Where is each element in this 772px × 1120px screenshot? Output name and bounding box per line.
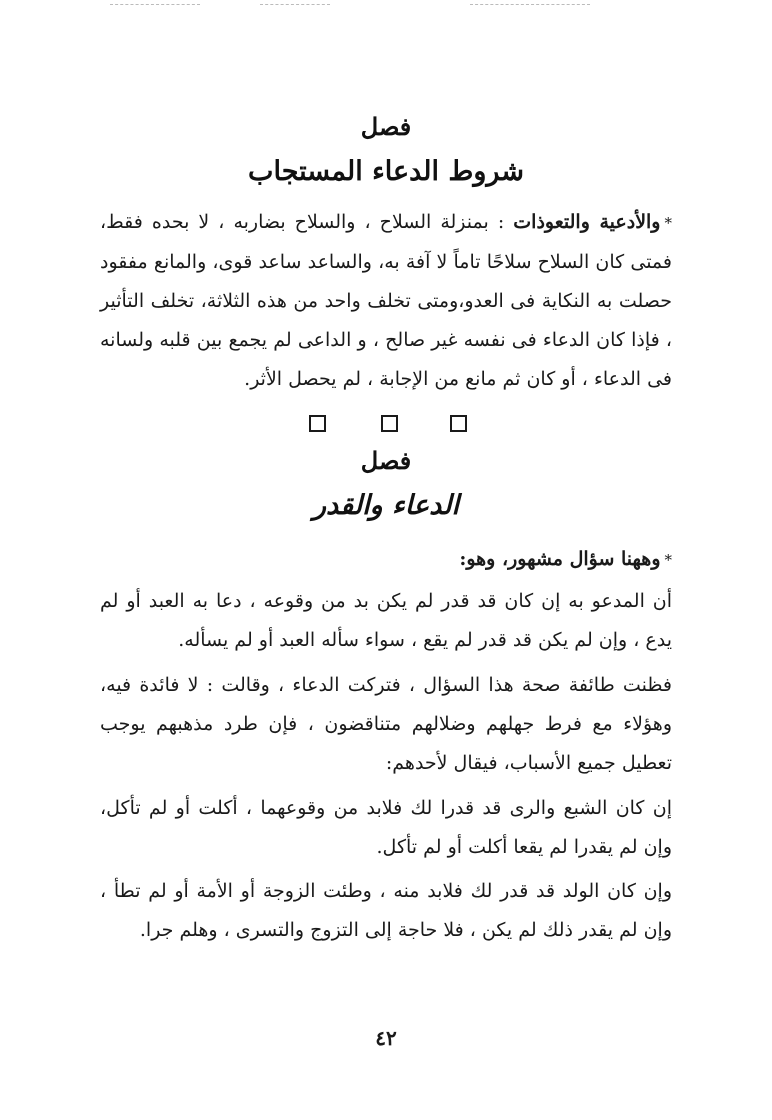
asterisk-marker: * — [664, 214, 672, 232]
section-label: فصل — [360, 112, 412, 141]
top-scan-mark — [110, 4, 200, 6]
paragraph-text: : بمنزلة السلاح ، والسلاح بضاربه ، لا بحده فقط، فمتى كان السلاح سلاحًا تاماً لا آفة به، والساعد ساعد قوى، والمانع مفقود حصلت به النكاية فى العدو،ومتى تخلف واحد من هذه الثلاثة، تخلف التأثير ، فإذا كان الدعاء فى نفسه غير صالح ، و الداعى لم يجمع بين قلبه ولسانه فى الدعاء ، أو كان ثم مانع من الإجابة ، لم يحصل الأثر. — [100, 211, 672, 390]
section-title: الدعاء والقدر — [313, 490, 459, 521]
body-paragraph: إن كان الشبع والرى قد قدرا لك فلابد من وقوعهما ، أكلت أو لم تأكل، وإن لم يقدرا لم يقعا أكلت أو لم تأكل. — [100, 797, 672, 858]
body-paragraph — [100, 203, 672, 399]
body-paragraph: أن المدعو به إن كان قد قدر لم يكن بد من وقوعه ، دعا به العبد أو لم يدع ، وإن لم يكن قد قدر لم يقع ، سواء سأله العبد أو لم يسأله. — [100, 590, 672, 651]
body-paragraph: وإن كان الولد قد قدر لك فلابد منه ، وطئت الزوجة أو الأمة أو لم تطأ ، وإن لم يقدر ذلك لم يكن ، فلا حاجة إلى التزوج والتسرى ، وهلم جرا. — [100, 880, 672, 941]
square-ornament-icon — [309, 415, 326, 432]
question-text: وههنا سؤال مشهور، وهو: — [459, 548, 661, 570]
section-label: فصل — [360, 446, 412, 475]
square-ornament-icon — [450, 415, 467, 432]
lead-term: والأدعية والتعوذات — [513, 211, 661, 233]
body-paragraph: فظنت طائفة صحة هذا السؤال ، فتركت الدعاء ، وقالت : لا فائدة فيه، وهؤلاء مع فرط جهلهم وضلالهم متناقضون ، فإن طرد مذهبهم يوجب تعطيل جميع الأسباب، فيقال لأحدهم: — [100, 674, 672, 774]
asterisk-marker: * — [664, 551, 672, 569]
question-line — [100, 540, 672, 580]
top-scan-mark — [470, 4, 590, 6]
section-title: شروط الدعاء المستجاب — [248, 156, 524, 187]
section-separator — [0, 415, 772, 437]
square-ornament-icon — [381, 415, 398, 432]
top-scan-mark — [260, 4, 330, 6]
page-number: ٤٢ — [375, 1026, 397, 1050]
